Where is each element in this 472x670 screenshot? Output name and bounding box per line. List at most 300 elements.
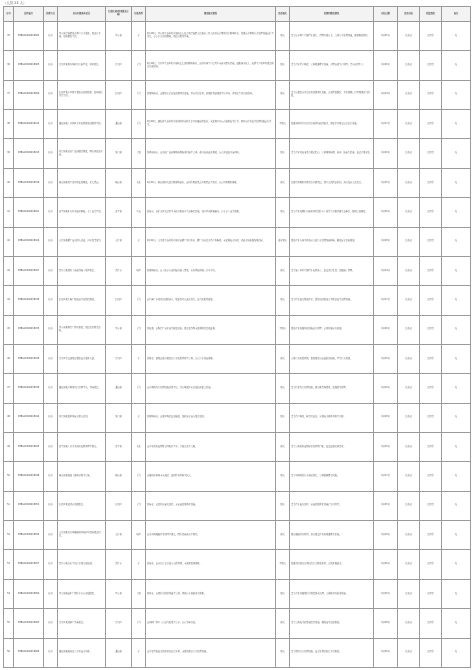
cell-date: 9月30日 bbox=[374, 638, 398, 667]
cell-finding: 9月19日，江川区生态环境分局执法人员到现场检查，该砂石场生产过程中未落实降尘措施，道路扬尘较大，夜间生产噪声对周边居民造成影响。 bbox=[146, 51, 276, 80]
table-row bbox=[4, 374, 471, 403]
cell-type: 噪声 bbox=[132, 521, 146, 550]
cell-type: 大气 bbox=[132, 51, 146, 80]
cell-finding: 该饲料厂烘干工序废气收集不完全，存在异味外溢。 bbox=[146, 609, 276, 638]
cell-region: 易门县 bbox=[106, 139, 132, 168]
cell-no: 36 bbox=[4, 51, 14, 80]
cell-code: D3BG20200918024 bbox=[14, 227, 44, 256]
cell-done: 已办结 bbox=[398, 51, 420, 80]
cell-mode: 转办 bbox=[44, 315, 58, 344]
cell-type: 大气 bbox=[132, 374, 146, 403]
cell-type: 水 bbox=[132, 638, 146, 667]
cell-finding: 经监测，该陶瓷厂窑炉废气排放达标，周边农作物未发现明显受损迹象。 bbox=[146, 315, 276, 344]
cell-done: 已办结 bbox=[398, 638, 420, 667]
cell-note: 无 bbox=[442, 51, 471, 80]
cell-issue: 峨山县某混凝土搅拌站粉尘污染。 bbox=[58, 462, 106, 491]
cell-note: 无 bbox=[442, 462, 471, 491]
cell-date: 9月30日 bbox=[374, 198, 398, 227]
cell-note: 无 bbox=[442, 256, 471, 285]
cell-no: 44 bbox=[4, 286, 14, 315]
header-done: 是否办结 bbox=[398, 7, 420, 22]
header-reply: 回复情况 bbox=[420, 7, 442, 22]
cell-handling: 责令企业停产整改，完善喷淋降尘设施，合理安排生产时间，禁止夜间生产。 bbox=[290, 51, 374, 80]
cell-type: 水 bbox=[132, 227, 146, 256]
cell-done: 已办结 bbox=[398, 227, 420, 256]
cell-note: 无 bbox=[442, 227, 471, 256]
cell-mode: 转办 bbox=[44, 579, 58, 608]
header-code: 信件编号 bbox=[14, 7, 44, 22]
cell-type: 水 bbox=[132, 550, 146, 579]
header-issue: 对应问题基本信息 bbox=[58, 7, 106, 22]
cell-issue: 元江县某糖厂废水排入河道，河水发黑发臭。 bbox=[58, 227, 106, 256]
cell-finding: 该企业危险废物暂存间标识不全，台账记录不完整。 bbox=[146, 433, 276, 462]
cell-region: 澄江市 bbox=[106, 256, 132, 285]
cell-finding: 9月21日，峨山县相关部门到现场核查，该村垃圾收集点垃圾清运不及时，存在垃圾堆积现象。 bbox=[146, 168, 276, 197]
cell-date: 9月25日 bbox=[374, 22, 398, 51]
cell-type: 水 bbox=[132, 344, 146, 373]
cell-reply: 已回复 bbox=[420, 80, 442, 109]
cell-reply: 已回复 bbox=[420, 22, 442, 51]
cell-handling: 责令完善危险废物标识和管理台账，依法依规转移处置。 bbox=[290, 433, 374, 462]
cell-reply: 已回复 bbox=[420, 462, 442, 491]
cell-date: 9月24日 bbox=[374, 80, 398, 109]
cell-true: 属实 bbox=[276, 22, 290, 51]
header-date: 办结日期 bbox=[374, 7, 398, 22]
cell-issue: 江川区某砂石场粉尘污染严重，噪声扰民。 bbox=[58, 51, 106, 80]
cell-done: 已办结 bbox=[398, 22, 420, 51]
cell-region: 新平县 bbox=[106, 433, 132, 462]
cell-finding: 经现场核查，该工地存在夜间连续施工情况，未办理夜间施工许可手续。 bbox=[146, 256, 276, 285]
cell-mode: 转办 bbox=[44, 139, 58, 168]
cell-region: 澄江市 bbox=[106, 550, 132, 579]
cell-type: 大气 bbox=[132, 315, 146, 344]
cell-handling: 督促企业加强环保设施运行管理，定期开展自行监测。 bbox=[290, 315, 374, 344]
cell-note: 无 bbox=[442, 579, 471, 608]
cell-handling: 督促企业在榨季开始前完成污水处理设施检修，确保废水达标排放。 bbox=[290, 227, 374, 256]
cell-code: D3BG20200918039 bbox=[14, 374, 44, 403]
table-row bbox=[4, 80, 471, 109]
cell-finding: 该汽修厂未设置密闭喷漆房，喷漆作业在露天进行，废气无组织排放。 bbox=[146, 286, 276, 315]
cell-no: 43 bbox=[4, 256, 14, 285]
cell-true: 不属实 bbox=[276, 315, 290, 344]
cell-finding: 经现场核查，该洗砂场沉淀池破损，洗砂废水流入周边农田。 bbox=[146, 403, 276, 432]
cell-code: D3BG20200918002 bbox=[14, 22, 44, 51]
cell-code: D3BG20200918018 bbox=[14, 168, 44, 197]
cell-done: 已办结 bbox=[398, 139, 420, 168]
cell-mode: 转办 bbox=[44, 462, 58, 491]
cell-finding: 该搅拌站料场未全封闭，装卸作业时粉尘较大。 bbox=[146, 462, 276, 491]
ledger-body bbox=[4, 22, 471, 668]
cell-code: D3BG20200918054 bbox=[14, 521, 44, 550]
cell-region: 华宁县 bbox=[106, 315, 132, 344]
cell-mode: 转办 bbox=[44, 403, 58, 432]
cell-done: 已办结 bbox=[398, 344, 420, 373]
header-mode: 处理方式 bbox=[44, 7, 58, 22]
cell-no: 56 bbox=[4, 638, 14, 667]
header-row bbox=[4, 7, 471, 22]
cell-issue: 通海县某养殖场粪污处理不当，臭味扰民。 bbox=[58, 374, 106, 403]
cell-true: 属实 bbox=[276, 286, 290, 315]
cell-region: 华宁县 bbox=[106, 579, 132, 608]
cell-date: 9月28日 bbox=[374, 403, 398, 432]
cell-reply: 已回复 bbox=[420, 227, 442, 256]
cell-reply: 已回复 bbox=[420, 315, 442, 344]
cell-issue: 新平县某矿山开采破坏植被，水土流失严重。 bbox=[58, 198, 106, 227]
cell-done: 已办结 bbox=[398, 256, 420, 285]
cell-done: 已办结 bbox=[398, 433, 420, 462]
cell-issue: 华宁县某陶瓷厂烟尘排放，周边农作物受影响。 bbox=[58, 315, 106, 344]
cell-code: D3BG20200918048 bbox=[14, 462, 44, 491]
cell-code: D3BG20200918051 bbox=[14, 491, 44, 520]
cell-done: 已办结 bbox=[398, 80, 420, 109]
cell-no: 37 bbox=[4, 80, 14, 109]
cell-issue: 峨山县某村生活垃圾长期堆放，无人清运。 bbox=[58, 168, 106, 197]
cell-date: 9月27日 bbox=[374, 462, 398, 491]
cell-reply: 已回复 bbox=[420, 139, 442, 168]
cell-date: 9月25日 bbox=[374, 168, 398, 197]
cell-mode: 转办 bbox=[44, 286, 58, 315]
page-note: （人员 23 人） bbox=[3, 1, 27, 5]
cell-true: 属实 bbox=[276, 491, 290, 520]
cell-no: 52 bbox=[4, 521, 14, 550]
cell-done: 已办结 bbox=[398, 198, 420, 227]
table-row bbox=[4, 550, 471, 579]
cell-true: 属实 bbox=[276, 374, 290, 403]
cell-no: 54 bbox=[4, 579, 14, 608]
table-row bbox=[4, 491, 471, 520]
cell-issue: 江川区某饲料厂异味扰民。 bbox=[58, 609, 106, 638]
cell-reply: 已回复 bbox=[420, 286, 442, 315]
header-note: 备注 bbox=[442, 7, 471, 22]
cell-reply: 已回复 bbox=[420, 609, 442, 638]
cell-type: 其他 bbox=[132, 433, 146, 462]
cell-finding: 经排查，湖周边部分餐饮店污水收集管网不完善，存在污水漫流现象。 bbox=[146, 344, 276, 373]
cell-mode: 转办 bbox=[44, 110, 58, 139]
cell-code: D3BG20200918012 bbox=[14, 110, 44, 139]
cell-note: 无 bbox=[442, 491, 471, 520]
cell-done: 已办结 bbox=[398, 110, 420, 139]
cell-reply: 已回复 bbox=[420, 168, 442, 197]
cell-true: 属实 bbox=[276, 168, 290, 197]
cell-note: 无 bbox=[442, 315, 471, 344]
cell-type: 其他 bbox=[132, 168, 146, 197]
cell-date: 9月25日 bbox=[374, 491, 398, 520]
cell-reply: 已回复 bbox=[420, 51, 442, 80]
cell-handling: 责令停产整改，修复沉淀池，实现废水循环利用不外排。 bbox=[290, 403, 374, 432]
cell-mode: 转办 bbox=[44, 80, 58, 109]
cell-done: 已办结 bbox=[398, 374, 420, 403]
cell-mode: 转办 bbox=[44, 638, 58, 667]
cell-type: 水 bbox=[132, 403, 146, 432]
table-row bbox=[4, 256, 471, 285]
cell-reply: 已回复 bbox=[420, 550, 442, 579]
cell-done: 已办结 bbox=[398, 491, 420, 520]
cell-type: 土壤 bbox=[132, 579, 146, 608]
cell-handling: 责令该养殖户立即停止排污，清理外排污水，完善污水处理设施，限期整改到位。 bbox=[290, 22, 374, 51]
cell-code: D3BG20200918063 bbox=[14, 609, 44, 638]
cell-true: 属实 bbox=[276, 256, 290, 285]
cell-true: 属实 bbox=[276, 403, 290, 432]
cell-reply: 已回复 bbox=[420, 374, 442, 403]
cell-mode: 转办 bbox=[44, 198, 58, 227]
cell-region: 易门县 bbox=[106, 403, 132, 432]
cell-issue: 红塔区某汽修厂喷漆废气无组织排放。 bbox=[58, 286, 106, 315]
cell-code: D3BG20200918027 bbox=[14, 256, 44, 285]
cell-region: 通海县 bbox=[106, 374, 132, 403]
cell-date: 9月30日 bbox=[374, 433, 398, 462]
cell-done: 已办结 bbox=[398, 550, 420, 579]
cell-issue: 通海县某蔬菜加工企业废水外排。 bbox=[58, 638, 106, 667]
cell-issue: 华宁县某选矿厂尾矿库存在渗漏隐患。 bbox=[58, 579, 106, 608]
cell-reply: 已回复 bbox=[420, 198, 442, 227]
table-row bbox=[4, 286, 471, 315]
cell-true: 属实 bbox=[276, 462, 290, 491]
cell-date: 9月28日 bbox=[374, 227, 398, 256]
cell-mode: 转办 bbox=[44, 550, 58, 579]
cell-date: 9月30日 bbox=[374, 579, 398, 608]
cell-no: 45 bbox=[4, 315, 14, 344]
cell-no: 46 bbox=[4, 344, 14, 373]
cell-handling: 责令停止露天喷漆作业，建设密闭喷漆房并配套废气治理设施。 bbox=[290, 286, 374, 315]
cell-reply: 已回复 bbox=[420, 403, 442, 432]
cell-date: 9月26日 bbox=[374, 315, 398, 344]
cell-issue: 元江县某采石场爆破噪声和粉尘影响周边村民。 bbox=[58, 521, 106, 550]
cell-reply: 已回复 bbox=[420, 433, 442, 462]
cell-handling: 责令企业对废渣进行规范贮存，完善堆场防雨、防渗、防流失措施，依法立案查处。 bbox=[290, 139, 374, 168]
cell-true: 属实 bbox=[276, 198, 290, 227]
cell-issue: 红塔区某烧烤店油烟扰民。 bbox=[58, 491, 106, 520]
cell-type: 土壤 bbox=[132, 139, 146, 168]
cell-note: 无 bbox=[442, 403, 471, 432]
cell-type: 大气 bbox=[132, 286, 146, 315]
cell-mode: 转办 bbox=[44, 227, 58, 256]
cell-mode: 转办 bbox=[44, 609, 58, 638]
cell-type: 大气 bbox=[132, 110, 146, 139]
cell-done: 已办结 bbox=[398, 579, 420, 608]
cell-finding: 9月19日，华宁县生态环境分局执法人员会同盘溪镇人民政府工作人员对该养殖场进行现场检查，发现该养殖场污水处理设施运行不正常，存在污水外排现象，周边有明显异味。 bbox=[146, 22, 276, 51]
cell-done: 已办结 bbox=[398, 521, 420, 550]
cell-note: 无 bbox=[442, 433, 471, 462]
cell-date: 9月29日 bbox=[374, 521, 398, 550]
cell-true: 属实 bbox=[276, 638, 290, 667]
cell-finding: 9月21日，元江县生态环境分局对该糖厂进行检查，糖厂目前处于停产检修期，未发现废水外排，河道水质监测结果达标。 bbox=[146, 227, 276, 256]
cell-code: D3BG20200918060 bbox=[14, 579, 44, 608]
cell-note: 无 bbox=[442, 198, 471, 227]
cell-handling: 加强对园区企业的日常监管和夜间巡查，督促企业规范运行治污设施。 bbox=[290, 110, 374, 139]
cell-handling: 责令停止露天烧烤，安装油烟净化设施后方可经营。 bbox=[290, 491, 374, 520]
cell-note: 无 bbox=[442, 80, 471, 109]
cell-code: D3BG20200918057 bbox=[14, 550, 44, 579]
cell-type: 水 bbox=[132, 22, 146, 51]
cell-true: 属实 bbox=[276, 80, 290, 109]
cell-reply: 已回复 bbox=[420, 491, 442, 520]
cell-true: 不属实 bbox=[276, 110, 290, 139]
cell-type: 生态 bbox=[132, 198, 146, 227]
cell-issue: 澄江市某宾馆生活污水排入抚仙湖。 bbox=[58, 550, 106, 579]
cell-mode: 转办 bbox=[44, 51, 58, 80]
cell-handling: 责令企业开展尾矿库隐患排查治理，完善排洪及防渗设施。 bbox=[290, 579, 374, 608]
header-true: 是否属实 bbox=[276, 7, 290, 22]
header-finding: 调查核实情况 bbox=[146, 7, 276, 22]
cell-no: 49 bbox=[4, 433, 14, 462]
cell-true: 部分属实 bbox=[276, 227, 290, 256]
cell-reply: 已回复 bbox=[420, 521, 442, 550]
cell-code: D3BG20200918066 bbox=[14, 638, 44, 667]
cell-finding: 9月20日，通海县生态环境分局对园区内相关企业开展夜间巡查，未发现企业存在偷排废气行为，园区内企业废气处理设施运行正常。 bbox=[146, 110, 276, 139]
cell-done: 已办结 bbox=[398, 315, 420, 344]
cell-handling: 责令施工单位立即停止夜间施工，依法进行处罚，加强施工管理。 bbox=[290, 256, 374, 285]
cell-region: 江川区 bbox=[106, 51, 132, 80]
cell-no: 47 bbox=[4, 374, 14, 403]
cell-finding: 经核查，该宾馆污水已接入市政管网，未发现直排现象。 bbox=[146, 550, 276, 579]
cell-date: 9月26日 bbox=[374, 51, 398, 80]
cell-mode: 转办 bbox=[44, 344, 58, 373]
cell-true: 属实 bbox=[276, 609, 290, 638]
cell-code: D3BG20200918030 bbox=[14, 286, 44, 315]
cell-no: 40 bbox=[4, 168, 14, 197]
cell-done: 已办结 bbox=[398, 286, 420, 315]
cell-date: 9月24日 bbox=[374, 256, 398, 285]
cell-date: 9月26日 bbox=[374, 550, 398, 579]
cell-note: 无 bbox=[442, 139, 471, 168]
cell-date: 9月30日 bbox=[374, 344, 398, 373]
cell-type: 大气 bbox=[132, 80, 146, 109]
cell-code: D3BG20200918021 bbox=[14, 198, 44, 227]
cell-handling: 规范爆破作业时间，落实湿法作业和喷淋降尘措施。 bbox=[290, 521, 374, 550]
cell-issue: 华宁县盘溪镇某养殖户污水直排，周边有异味，影响群众生活。 bbox=[58, 22, 106, 51]
cell-handling: 完善污水收集管网，督促餐饮店安装隔油设施，严禁污水直排。 bbox=[290, 344, 374, 373]
cell-handling: 责令建设污水处理设施，废水处理达标后方可排放。 bbox=[290, 638, 374, 667]
cell-note: 无 bbox=[442, 521, 471, 550]
header-no: 序号 bbox=[4, 7, 14, 22]
cell-finding: 经检查，该尾矿库排洪设施不完善，坝体存在局部渗水现象。 bbox=[146, 579, 276, 608]
cell-handling: 责令对料场进行全封闭改造，完善喷淋降尘设施。 bbox=[290, 462, 374, 491]
cell-date: 9月29日 bbox=[374, 139, 398, 168]
table-row bbox=[4, 521, 471, 550]
cell-done: 已办结 bbox=[398, 403, 420, 432]
cell-reply: 已回复 bbox=[420, 579, 442, 608]
cell-code: D3BG20200918042 bbox=[14, 403, 44, 432]
cell-mode: 转办 bbox=[44, 168, 58, 197]
cell-done: 已办结 bbox=[398, 168, 420, 197]
cell-handling: 责令扩建粪污处理设施，规范堆粪场建设，加强除臭管理。 bbox=[290, 374, 374, 403]
cell-issue: 江川区星云湖周边餐饮废水直排入湖。 bbox=[58, 344, 106, 373]
cell-issue: 易门县某冶炼厂废渣随意堆放，雨天渗滤液外流。 bbox=[58, 139, 106, 168]
cell-region: 红塔区 bbox=[106, 286, 132, 315]
cell-mode: 转办 bbox=[44, 491, 58, 520]
table-row bbox=[4, 51, 471, 80]
cell-handling: 责令完善废气收集和除臭设施，确保废气达标排放。 bbox=[290, 609, 374, 638]
cell-note: 无 bbox=[442, 609, 471, 638]
cell-region: 红塔区 bbox=[106, 80, 132, 109]
complaint-ledger-table bbox=[3, 6, 471, 668]
cell-note: 无 bbox=[442, 550, 471, 579]
cell-true: 属实 bbox=[276, 579, 290, 608]
cell-note: 无 bbox=[442, 168, 471, 197]
cell-date: 9月27日 bbox=[374, 286, 398, 315]
cell-finding: 该养殖场粪污处理设施容量不足，粪污堆放区未采取防渗遮盖措施。 bbox=[146, 374, 276, 403]
cell-handling: 加强对沿湖宾馆酒店的污水排放监管，定期开展巡查。 bbox=[290, 550, 374, 579]
cell-true: 属实 bbox=[276, 521, 290, 550]
cell-region: 通海县 bbox=[106, 110, 132, 139]
cell-no: 42 bbox=[4, 227, 14, 256]
cell-done: 已办结 bbox=[398, 609, 420, 638]
table-row bbox=[4, 579, 471, 608]
cell-no: 41 bbox=[4, 198, 14, 227]
cell-finding: 经核实，该矿山开采过程中未按方案落实生态修复措施，部分区域植被破坏，存在水土流失现象。 bbox=[146, 198, 276, 227]
cell-note: 无 bbox=[442, 286, 471, 315]
cell-date: 9月27日 bbox=[374, 110, 398, 139]
cell-handling: 已组织对堆积垃圾进行全面清运，建立定期清运机制，落实保洁人员责任。 bbox=[290, 168, 374, 197]
table-row bbox=[4, 168, 471, 197]
cell-note: 无 bbox=[442, 374, 471, 403]
table-row bbox=[4, 462, 471, 491]
cell-issue: 澄江市某建筑工地夜间施工噪声扰民。 bbox=[58, 256, 106, 285]
cell-finding: 经核查，该烧烤店露天烧烤，未安装油烟净化设施。 bbox=[146, 491, 276, 520]
cell-mode: 转办 bbox=[44, 374, 58, 403]
cell-finding: 该采石场爆破作业时间不规范，降尘措施落实不到位。 bbox=[146, 521, 276, 550]
cell-type: 大气 bbox=[132, 462, 146, 491]
cell-region: 元江县 bbox=[106, 521, 132, 550]
cell-type: 噪声 bbox=[132, 256, 146, 285]
cell-no: 48 bbox=[4, 403, 14, 432]
cell-true: 属实 bbox=[276, 51, 290, 80]
header-region: 行政区域(涉事群众主体) bbox=[106, 7, 132, 22]
table-row bbox=[4, 403, 471, 432]
cell-no: 35 bbox=[4, 22, 14, 51]
cell-note: 无 bbox=[442, 22, 471, 51]
table-row bbox=[4, 110, 471, 139]
table-row bbox=[4, 315, 471, 344]
cell-code: D3BG20200918015 bbox=[14, 139, 44, 168]
cell-mode: 转办 bbox=[44, 22, 58, 51]
cell-region: 新平县 bbox=[106, 198, 132, 227]
cell-issue: 新平县某工业企业危险废物管理不规范。 bbox=[58, 433, 106, 462]
cell-issue: 通海县某工业园区企业夜间排放刺激性气体。 bbox=[58, 110, 106, 139]
cell-mode: 转办 bbox=[44, 256, 58, 285]
cell-reply: 已回复 bbox=[420, 256, 442, 285]
cell-no: 38 bbox=[4, 110, 14, 139]
cell-note: 无 bbox=[442, 344, 471, 373]
cell-issue: 易门县某洗砂场废水排入农田。 bbox=[58, 403, 106, 432]
table-row bbox=[4, 609, 471, 638]
table-row bbox=[4, 344, 471, 373]
cell-true: 属实 bbox=[276, 139, 290, 168]
cell-handling: 责令企业按照矿山地质环境保护与土地复垦方案开展生态修复，限期完成整改。 bbox=[290, 198, 374, 227]
cell-date: 9月29日 bbox=[374, 374, 398, 403]
cell-code: D3BG20200918033 bbox=[14, 315, 44, 344]
table-row bbox=[4, 433, 471, 462]
cell-no: 53 bbox=[4, 550, 14, 579]
cell-type: 大气 bbox=[132, 491, 146, 520]
cell-region: 江川区 bbox=[106, 344, 132, 373]
cell-no: 55 bbox=[4, 609, 14, 638]
table-row bbox=[4, 227, 471, 256]
cell-finding: 该企业清洗废水经简易沉淀后外排，未建设规范污水处理设施。 bbox=[146, 638, 276, 667]
cell-reply: 已回复 bbox=[420, 344, 442, 373]
cell-date: 9月28日 bbox=[374, 609, 398, 638]
cell-region: 华宁县 bbox=[106, 22, 132, 51]
cell-type: 大气 bbox=[132, 609, 146, 638]
table-row bbox=[4, 139, 471, 168]
cell-region: 江川区 bbox=[106, 609, 132, 638]
cell-code: D3BG20200918005 bbox=[14, 51, 44, 80]
cell-done: 已办结 bbox=[398, 462, 420, 491]
cell-no: 39 bbox=[4, 139, 14, 168]
cell-handling: 责令该餐饮店正常使用油烟净化设施，定期清洗维护，并将排烟口引至楼顶高空排放。 bbox=[290, 80, 374, 109]
cell-no: 50 bbox=[4, 462, 14, 491]
cell-finding: 经调查核实，该冶炼厂废渣堆场防雨防渗措施不完善，部分废渣露天堆放，存在渗滤液外流风险。 bbox=[146, 139, 276, 168]
